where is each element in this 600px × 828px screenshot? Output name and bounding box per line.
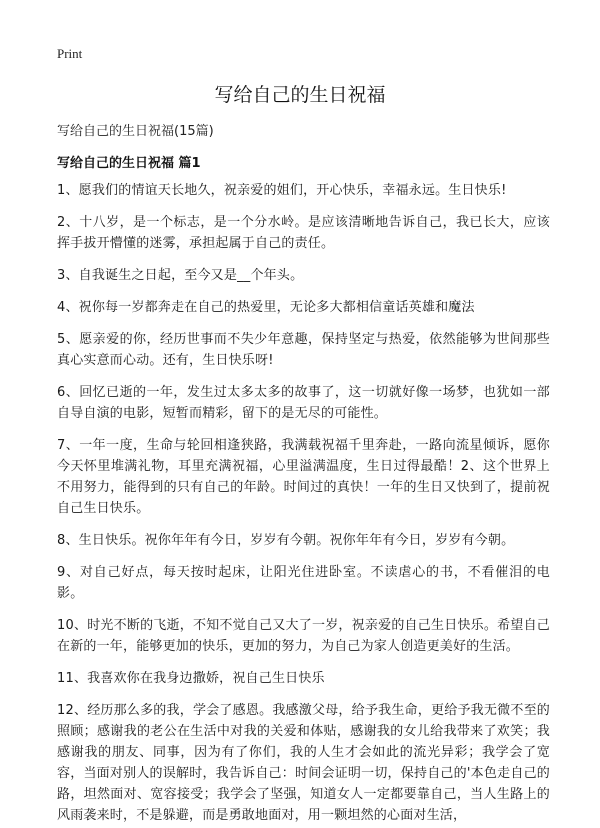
page-title: 写给自己的生日祝福 [214, 84, 386, 106]
paragraph: 11、我喜欢你在我身边撒娇，祝自己生日快乐 [57, 671, 325, 686]
paragraph: 9、对自己好点，每天按时起床，让阳光住进卧室。不读虐心的书，不看催泪的电影。 [57, 565, 550, 601]
print-link[interactable]: Print [57, 46, 83, 61]
paragraph: 6、回忆已逝的一年，发生过太多太多的故事了，这一切就好像一场梦，也犹如一部自导自演的电影，短暂而精彩，留下的是无尽的可能性。 [57, 385, 550, 421]
document-subtitle: 写给自己的生日祝福(15篇) [57, 124, 214, 139]
paragraph: 12、经历那么多的我，学会了感恩。我感激父母，给予我生命，更给予我无微不至的照顾；感谢我的老公在生活中对我的关爱和体贴，感谢我的女儿给我带来了欢笑；我感谢我的朋友、同事，因为有了你们，我的人生才会如此的流光异彩；我学会了宽容，当面对别人的误解时，我告诉自己：时间会证明一切，保持自己的'本色走自己的路，坦然面对、宽容接受；我学会了坚强，知道女人一定都要靠自己，当人生路上的风雨袭来时，不是躲避，而是勇敢地面对，用一颗坦然的心面对生活， [57, 703, 550, 823]
paragraph-list [57, 180, 550, 828]
section-heading: 写给自己的生日祝福 篇1 [57, 156, 201, 171]
paragraph: 1、愿我们的情谊天长地久，祝亲爱的姐们，开心快乐，幸福永远。生日快乐! [57, 183, 507, 198]
paragraph: 7、一年一度，生命与轮回相逢狭路，我满载祝福千里奔赴，一路向流星倾诉，愿你今天怀里堆满礼物，耳里充满祝福，心里溢满温度，生日过得最酷！2、这个世界上不用努力，能得到的只有自己的年龄。时间过的真快！一年的生日又快到了，提前祝自己生日快乐。 [57, 438, 550, 516]
paragraph: 5、愿亲爱的你，经历世事而不失少年意趣，保持坚定与热爱，依然能够为世间那些真心实意而心动。还有，生日快乐呀! [57, 332, 550, 368]
paragraph: 8、生日快乐。祝你年年有今日，岁岁有今朝。祝你年年有今日，岁岁有今朝。 [57, 533, 515, 548]
paragraph: 2、十八岁，是一个标志，是一个分水岭。是应该清晰地告诉自己，我已长大，应该挥手拔开懵懂的迷雾，承担起属于自己的责任。 [57, 215, 550, 251]
paragraph: 4、祝你每一岁都奔走在自己的热爱里，无论多大都相信童话英雄和魔法 [57, 300, 475, 315]
paragraph: 10、时光不断的飞逝，不知不觉自己又大了一岁，祝亲爱的自己生日快乐。希望自己在新的一年，能够更加的快乐，更加的努力，为自己为家人创造更美好的生活。 [57, 618, 550, 654]
paragraph: 3、自我诞生之日起，至今又是__个年头。 [57, 268, 304, 283]
